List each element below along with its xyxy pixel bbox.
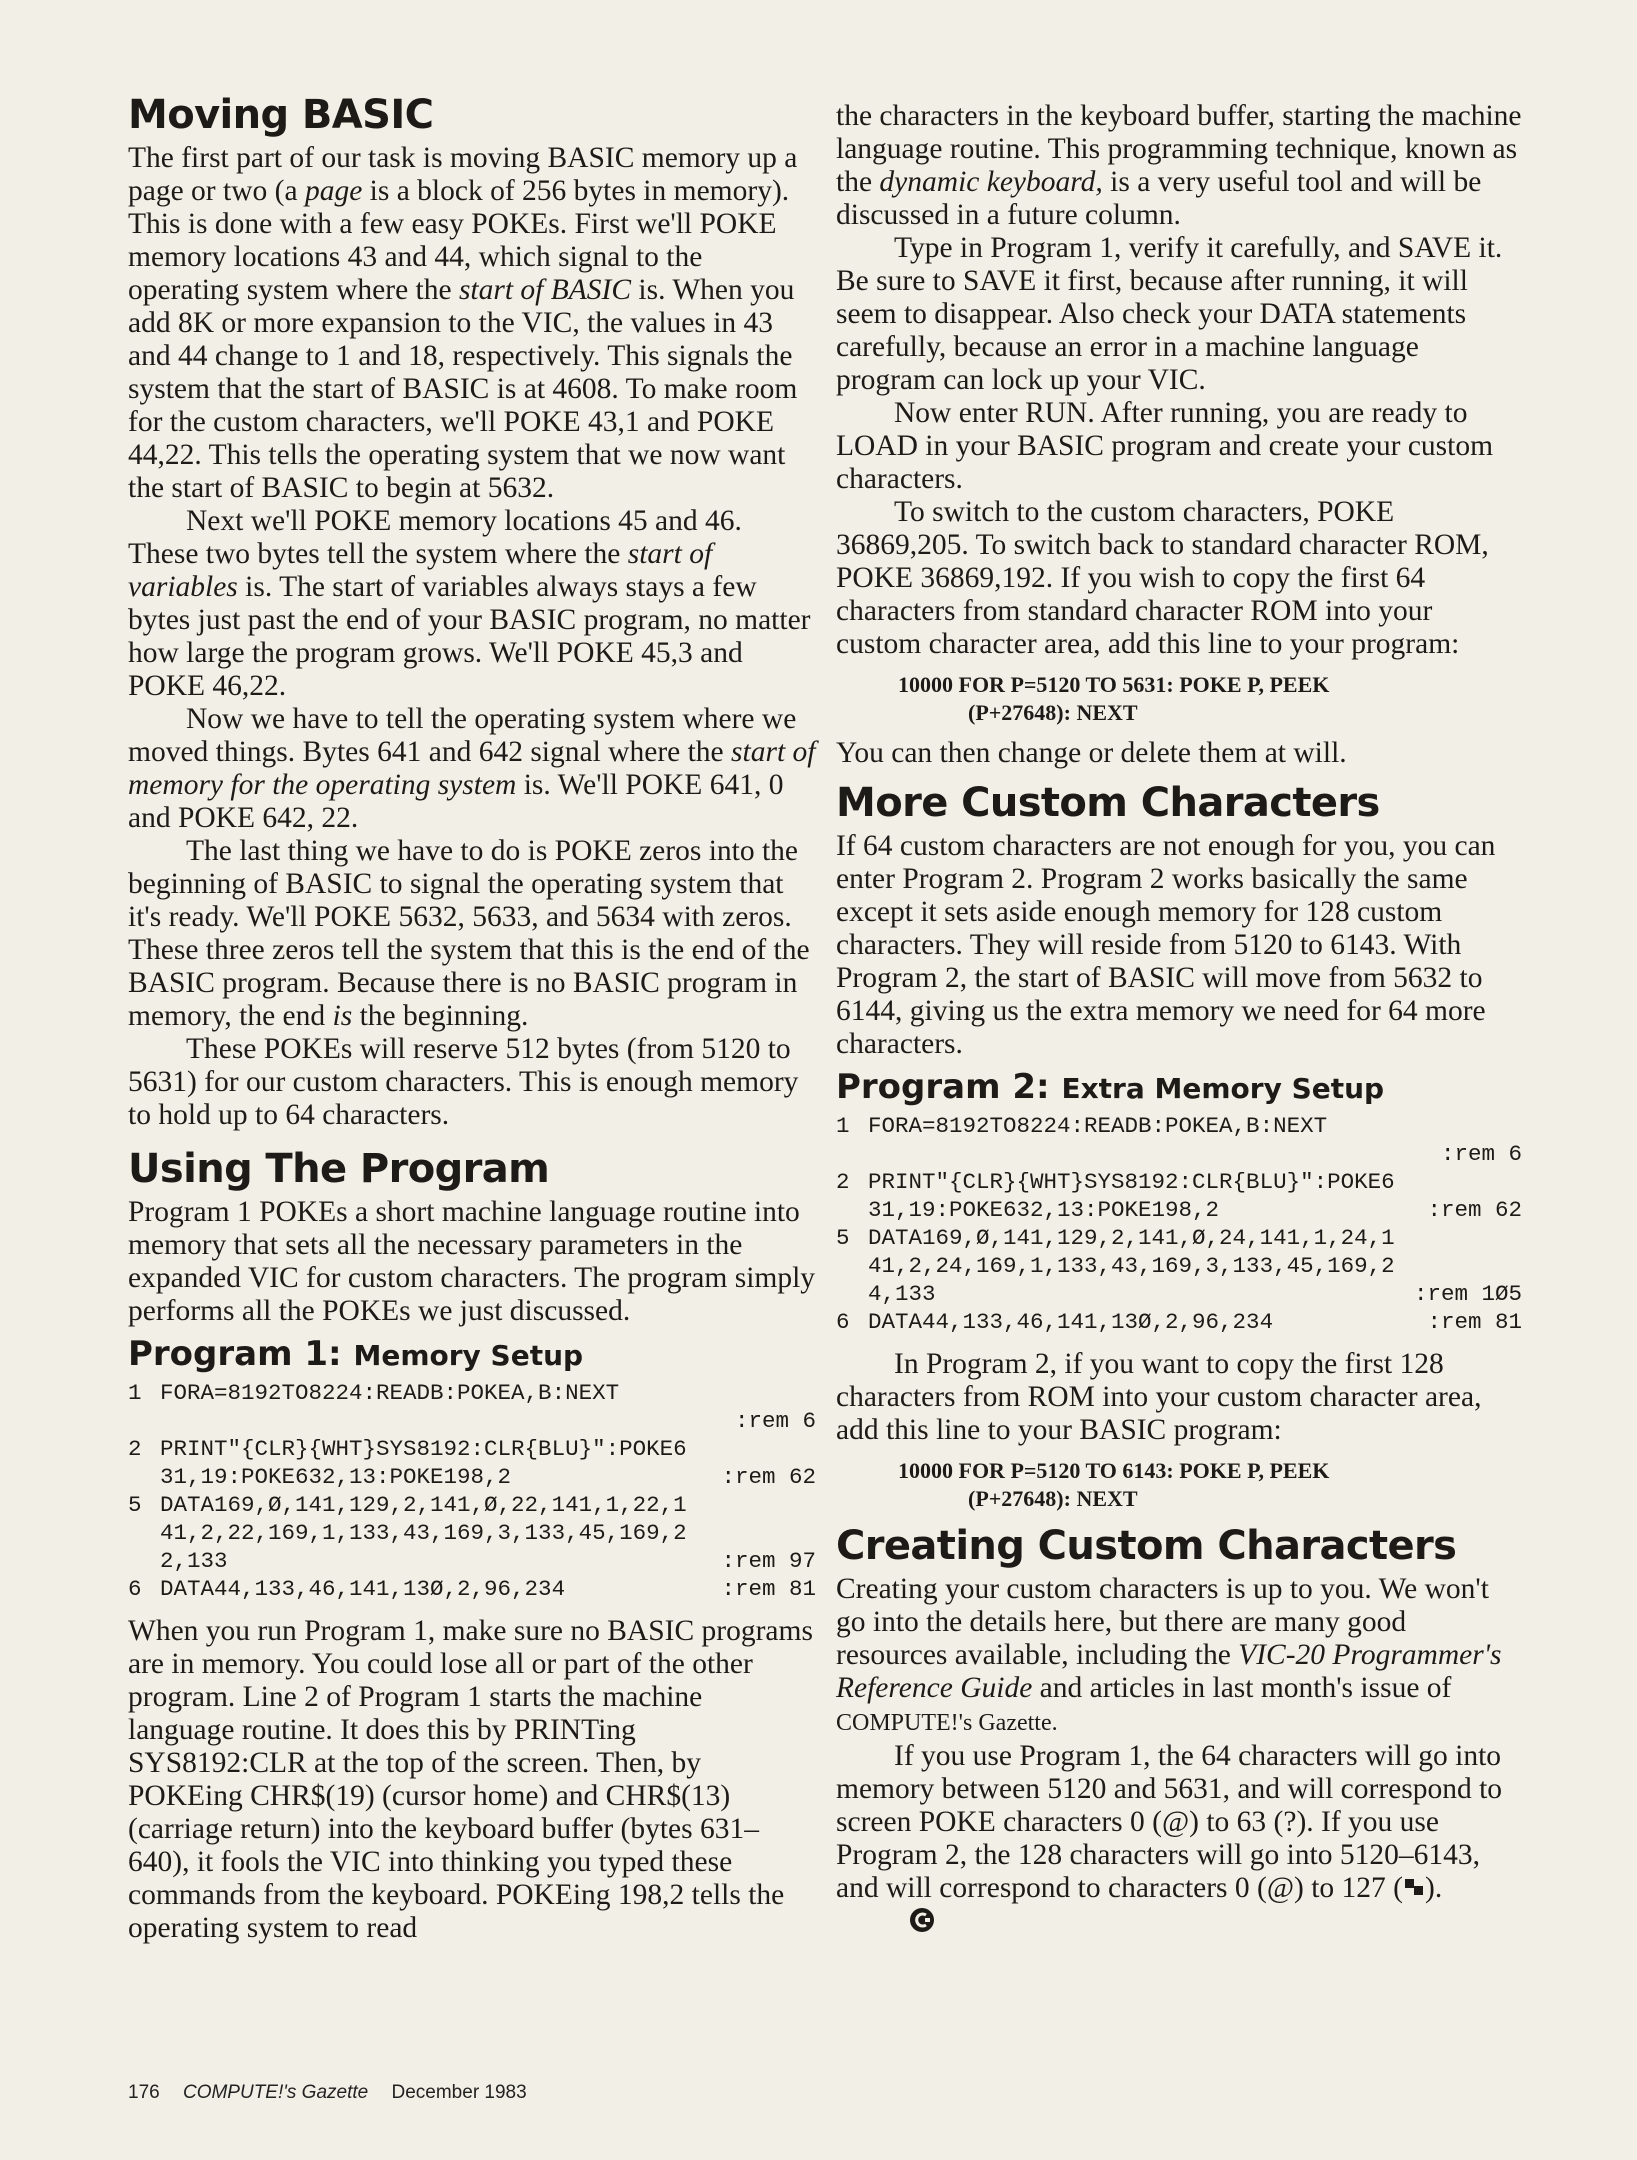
code-line [128,1407,816,1435]
code-text: 2,133 [160,1548,228,1575]
code-snippet: 10000 FOR P=5120 TO 5631: POKE P, PEEK (P+27648): NEXT [898,672,1330,725]
compute-logo-icon [850,1906,936,1942]
page-number: 176 [128,2082,160,2103]
line-number [128,1519,160,1547]
code-text: 41,2,24,169,1,133,43,169,3,133,45,169,2 [868,1253,1395,1280]
char-127-icon [1403,1872,1425,1904]
line-number: 1 [836,1113,850,1140]
paragraph: To switch to the custom characters, POKE 36869,205. To switch back to standard character ROM, POKE 36869,192. If you wish to copy the first 64 characters from standard character ROM into your custom character area, add this line to your program: [836,496,1489,660]
checksum-rem: :rem 6 [734,1408,816,1435]
checksum-rem: :rem 1Ø5 [1413,1281,1522,1308]
paragraph: In Program 2, if you want to copy the first 128 characters from ROM into your custom character area, add this line to your BASIC program: [836,1348,1482,1447]
code-line [836,1280,1522,1308]
paragraph: Program 1 POKEs a short machine language routine into memory that sets all the necessary parameters in the expanded VIC for custom characters. The program simply performs all the POKEs we just discussed. [128,1196,816,1327]
paragraph: Creating your custom characters is up to you. We won't go into the details here, but there are many good resources available, including the VIC-20 Programmer's Reference Guide and articles in last month's issue of COMPUTE!'s Gazette. [836,1573,1502,1737]
code-text: PRINT"{CLR}{WHT}SYS8192:CLR{BLU}":POKE6 [868,1169,1395,1196]
paragraph: Next we'll POKE memory locations 45 and 46. These two bytes tell the system where the start of variables is. The start of variables always stays a few bytes just past the end of your BASIC program, no matter how large the program grows. We'll POKE 45,3 and POKE 46,22. [128,505,811,702]
code-line [128,1491,816,1519]
checksum-rem: :rem 81 [1427,1309,1522,1336]
line-number [128,1547,160,1575]
checksum-rem: :rem 6 [1440,1141,1522,1168]
code-line [836,1112,1522,1140]
issue-date: December 1983 [391,2082,527,2103]
code-line [836,1224,1522,1252]
code-text: DATA169,Ø,141,129,2,141,Ø,22,141,1,22,1 [160,1492,687,1519]
heading-using-program: Using The Program [128,1146,550,1192]
code-text: 41,2,22,169,1,133,43,169,3,133,45,169,2 [160,1520,687,1547]
left-column [128,92,816,1945]
code-text: DATA44,133,46,141,13Ø,2,96,234 [160,1576,566,1603]
paragraph: These POKEs will reserve 512 bytes (from 5120 to 5631) for our custom characters. This is enough memory to hold up to 64 characters. [128,1033,799,1131]
code-line [128,1379,816,1407]
code-text: 4,133 [868,1281,936,1308]
heading-creating-custom: Creating Custom Characters [836,1523,1457,1570]
code-line [128,1519,816,1547]
line-number: 2 [836,1169,850,1196]
line-number [836,1140,868,1168]
checksum-rem: :rem 97 [721,1548,816,1575]
line-number [836,1280,868,1308]
code-line [836,1196,1522,1224]
program-1-listing [128,1379,816,1603]
code-text: FORA=8192TO8224:READB:POKEA,B:NEXT [868,1113,1328,1140]
code-line [128,1463,816,1491]
code-text: 31,19:POKE632,13:POKE198,2 [868,1197,1220,1224]
line-number [836,1252,868,1280]
page-footer [128,2082,527,2104]
magazine-name: COMPUTE!'s Gazette [182,2082,369,2103]
paragraph: Now enter RUN. After running, you are ready to LOAD in your BASIC program and create your custom characters. [836,397,1494,495]
code-snippet: 10000 FOR P=5120 TO 6143: POKE P, PEEK (P+27648): NEXT [898,1458,1330,1512]
paragraph: You can then change or delete them at will. [836,737,1347,769]
paragraph: Now we have to tell the operating system where we moved things. Bytes 641 and 642 signal where the start of memory for the operating system is. We'll POKE 641, 0 and POKE 642, 22. [128,703,816,834]
paragraph: the characters in the keyboard buffer, starting the machine language routine. This programming technique, known as the dynamic keyboard, is a very useful tool and will be discussed in a future column. [836,100,1522,231]
checksum-rem: :rem 62 [721,1464,816,1491]
line-number: 5 [836,1225,850,1252]
line-number [836,1196,868,1224]
code-line [128,1547,816,1575]
right-column [836,100,1522,1942]
heading-more-custom: More Custom Characters [836,780,1380,826]
code-text [160,1407,735,1435]
paragraph: The last thing we have to do is POKE zeros into the beginning of BASIC to signal the operating system that it's ready. We'll POKE 5632, 5633, and 5634 with zeros. These three zeros tell the system that this is the end of the BASIC program. Because there is no BASIC program in memory, the end is the beginning. [128,835,810,1032]
paragraph: Type in Program 1, verify it carefully, and SAVE it. Be sure to SAVE it first, because after running, it will seem to disappear. Also check your DATA statements carefully, because an error in a machine language program can lock up your VIC. [836,232,1503,396]
line-number: 2 [128,1436,142,1463]
code-text: DATA169,Ø,141,129,2,141,Ø,24,141,1,24,1 [868,1225,1395,1252]
paragraph: If you use Program 1, the 64 characters will go into memory between 5120 and 5631, and will correspond to screen POKE characters 0 (@) to 63 (?). If you use Program 2, the 128 characters will go into 5120–6143, and will correspond to characters 0 (@) to 127 ( ). [836,1740,1522,1941]
code-text: FORA=8192TO8224:READB:POKEA,B:NEXT [160,1380,620,1407]
checksum-rem: :rem 62 [1427,1197,1522,1224]
line-number [128,1407,160,1435]
line-number [128,1463,160,1491]
code-line [836,1168,1522,1196]
line-number: 6 [836,1309,850,1336]
program-2-title: Program 2: Extra Memory Setup [836,1067,1385,1107]
code-line [836,1252,1522,1280]
line-number: 5 [128,1492,142,1519]
program-2-listing [836,1112,1522,1336]
paragraph: The first part of our task is moving BASIC memory up a page or two (a page is a block of 256 bytes in memory). This is done with a few easy POKEs. First we'll POKE memory locations 43 and 44, which signal to the operating system where the start of BASIC is. When you add 8K or more expansion to the VIC, the values in 43 and 44 change to 1 and 18, respectively. This signals the system that the start of BASIC is at 4608. To make room for the custom characters, we'll POKE 43,1 and POKE 44,22. This tells the operating system that we now want the start of BASIC to begin at 5632. [128,142,798,504]
checksum-rem: :rem 81 [721,1576,816,1603]
program-1-title: Program 1: Memory Setup [128,1334,584,1374]
code-line [836,1308,1522,1336]
paragraph: When you run Program 1, make sure no BASIC programs are in memory. You could lose all or part of the other program. Line 2 of Program 1 starts the machine language routine. It does this by PRINTing SYS8192:CLR at the top of the screen. Then, by POKEing CHR$(19) (cursor home) and CHR$(13) (carriage return) into the keyboard buffer (bytes 631–640), it fools the VIC into thinking you typed these commands from the keyboard. POKEing 198,2 tells the operating system to read [128,1615,813,1945]
code-text: 31,19:POKE632,13:POKE198,2 [160,1464,512,1491]
code-text: PRINT"{CLR}{WHT}SYS8192:CLR{BLU}":POKE6 [160,1436,687,1463]
code-line [836,1140,1522,1168]
code-line [128,1435,816,1463]
code-line [128,1575,816,1603]
paragraph: If 64 custom characters are not enough for you, you can enter Program 2. Program 2 works basically the same except it sets aside enough memory for 128 custom characters. They will reside from 5120 to 6143. With Program 2, the start of BASIC will move from 5632 to 6144, giving us the extra memory we need for 64 more characters. [836,830,1496,1060]
code-text: DATA44,133,46,141,13Ø,2,96,234 [868,1309,1274,1336]
code-text [868,1140,1441,1168]
line-number: 1 [128,1380,142,1407]
line-number: 6 [128,1576,142,1603]
heading-moving-basic: Moving BASIC [128,92,434,138]
